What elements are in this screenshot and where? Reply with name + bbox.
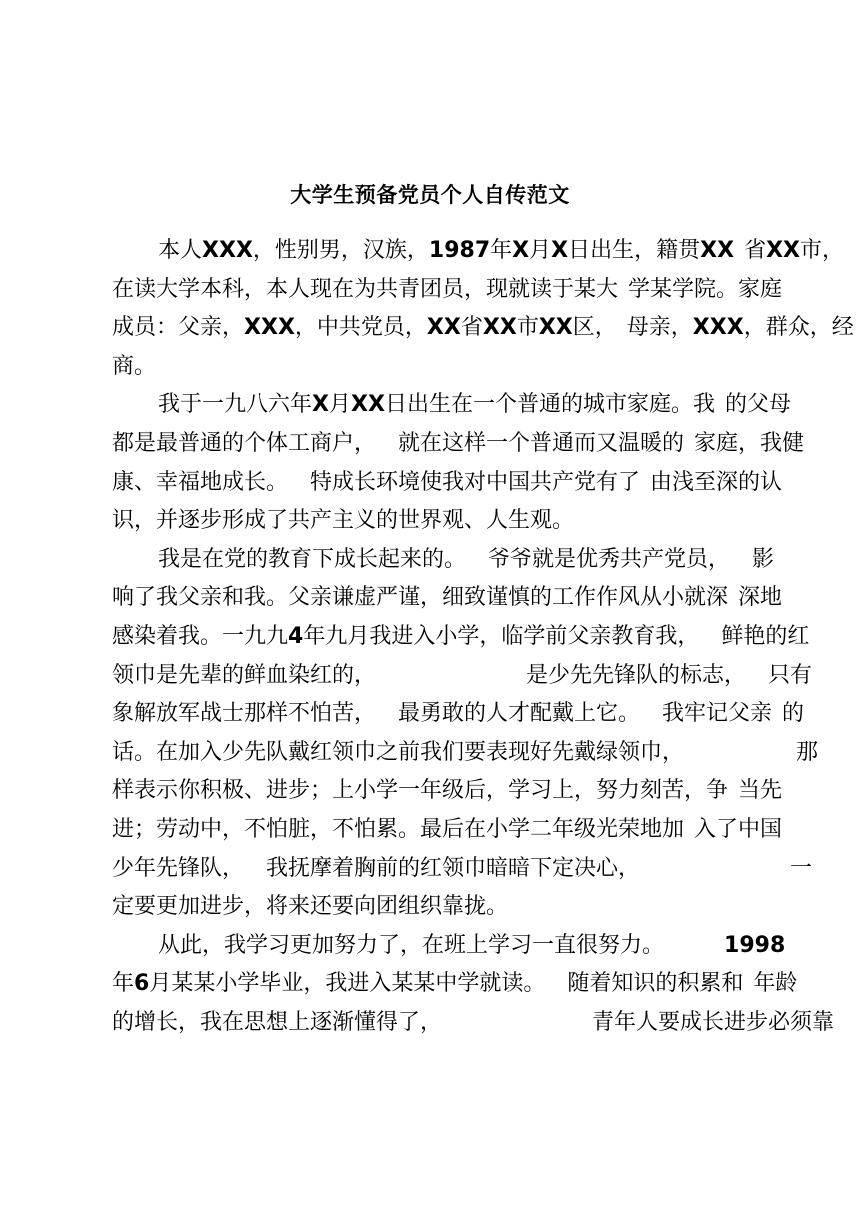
text-line [112, 464, 783, 503]
text-line [112, 541, 775, 580]
document-body [112, 232, 854, 1042]
text-run: 的 [782, 701, 805, 727]
text-run: 的父母 [724, 392, 791, 418]
text-run: X [312, 392, 329, 418]
text-line [112, 965, 798, 1004]
text-line [112, 888, 748, 927]
text-run: 进；劳动中，不怕脏，不怕累。最后在小学二年级光荣地加 [112, 816, 685, 842]
text-run: 随着知识的积累和 [567, 971, 744, 997]
text-line [112, 425, 805, 464]
text-run: X [551, 238, 569, 263]
text-run: ，中共党员， [294, 315, 427, 341]
text-run: 样表示你积极、进步；上小学一年级后，学习上，努力刻苦，争 [112, 778, 729, 804]
text-run: X [512, 238, 530, 263]
text-run: 只有 [768, 662, 813, 688]
text-run: XX [538, 315, 573, 341]
text-run: 当先 [738, 778, 783, 804]
text-run: 少年先锋队， [112, 855, 245, 881]
text-line [112, 927, 786, 966]
text-run: 的增长，我在思想上逐渐懂得了， [112, 1009, 443, 1035]
text-run: 由浅至深的认 [650, 469, 783, 495]
text-line [112, 734, 819, 773]
text-run: 成员：父亲， [112, 315, 245, 341]
text-line [112, 386, 791, 425]
text-run: 1998 [724, 932, 786, 958]
text-run: 话。在加入少先队戴红领巾之前我们要表现好先戴绿领巾， [112, 739, 685, 765]
text-line [112, 618, 810, 657]
text-run: 感染着我。一九九 [112, 623, 289, 649]
text-run: 年龄 [753, 971, 798, 997]
text-run: 识，并逐步形成了共产主义的世界观、人生观。 [112, 508, 575, 534]
text-run: 最勇敢的人才配戴上它。 [398, 701, 641, 727]
text-run: 我抚摩着胸前的红领巾暗暗下定决心， [266, 855, 641, 881]
text-run: 我是在党的教育下成长起来的。 [158, 546, 467, 572]
text-run: 月 [328, 392, 351, 418]
text-run: 一 [790, 855, 813, 881]
text-run: 鲜艳的红 [721, 623, 810, 649]
text-line [112, 502, 748, 541]
text-run: 深地 [738, 585, 783, 611]
text-run: 定要更加进步，将来还要向团组织靠拢。 [112, 894, 509, 920]
text-run: 入了中国 [694, 816, 783, 842]
text-run: 康、幸福地成长。 [112, 469, 289, 495]
page-title: 大学生预备党员个人自传范文 [290, 183, 570, 208]
text-run: XX [482, 315, 517, 341]
text-run: 我于一九八六年 [158, 392, 313, 418]
text-run: 6 [134, 971, 150, 997]
text-run: 日出生在一个普通的城市家庭。我 [384, 392, 715, 418]
text-run: XX [426, 315, 461, 341]
text-run: 特成长环境使我对中国共产党有了 [310, 469, 641, 495]
text-run: 商。 [112, 353, 157, 379]
text-run: 省 [460, 315, 483, 341]
text-run: 年 [112, 971, 135, 997]
text-line [112, 811, 783, 850]
text-run: 月某某小学毕业，我进入某某中学就读。 [149, 971, 546, 997]
text-run: 月 [529, 238, 552, 263]
text-line [112, 772, 783, 811]
text-run: 是少先先锋队的标志， [526, 662, 747, 688]
text-run: 从此，我学习更加努力了，在班上学习一直很努力。 [158, 932, 665, 958]
text-run: 影 [752, 546, 775, 572]
text-run: 青年人要成长进步必须靠 [592, 1009, 835, 1035]
text-run: 年九月我进入小学，临学前父亲教育我， [303, 623, 700, 649]
text-line [112, 232, 845, 271]
text-run: 那 [796, 739, 819, 765]
text-run: XX [351, 392, 385, 418]
text-run: 年 [490, 238, 513, 263]
text-run: XX [766, 238, 801, 263]
text-run: 省 [744, 238, 767, 263]
text-run: 爷爷就是优秀共产党员， [488, 546, 731, 572]
text-run: 我牢记父亲 [662, 701, 773, 727]
text-line [112, 271, 783, 310]
text-run: 在读大学本科，本人现在为共青团员，现就读于某大 [112, 276, 619, 302]
text-run: ，性别男，汉族， [252, 238, 429, 263]
text-run: 1987 [428, 238, 491, 263]
text-run: 响了我父亲和我。父亲谦虚严谨，细致谨慎的工作作风从小就深 [112, 585, 729, 611]
text-line [112, 657, 813, 696]
text-run: 家庭，我健 [694, 430, 805, 456]
text-line [112, 579, 783, 618]
text-line [112, 850, 813, 889]
text-run: 4 [288, 623, 304, 649]
text-run: 母亲， [626, 315, 693, 341]
text-run: 本人 [158, 238, 203, 263]
text-run: 象解放军战士那样不怕苦， [112, 701, 377, 727]
text-run: XX [700, 238, 735, 263]
text-run: 就在这样一个普通而又温暖的 [398, 430, 685, 456]
text-run: 市， [800, 238, 845, 263]
text-line [112, 309, 854, 348]
text-run: 都是最普通的个体工商户， [112, 430, 377, 456]
text-line [112, 348, 748, 387]
text-run: 领巾是先辈的鲜血染红的， [112, 662, 377, 688]
text-run: 学某学院。家庭 [628, 276, 783, 302]
text-run: 区， [572, 315, 617, 341]
text-run: 市 [516, 315, 539, 341]
text-run: ，群众，经 [743, 315, 854, 341]
text-run: XXX [202, 238, 253, 263]
text-run: 日出生，籍贯 [568, 238, 701, 263]
text-run: XXX [244, 315, 295, 341]
text-line [112, 1004, 835, 1043]
text-line [112, 695, 805, 734]
text-run: XXX [692, 315, 744, 341]
